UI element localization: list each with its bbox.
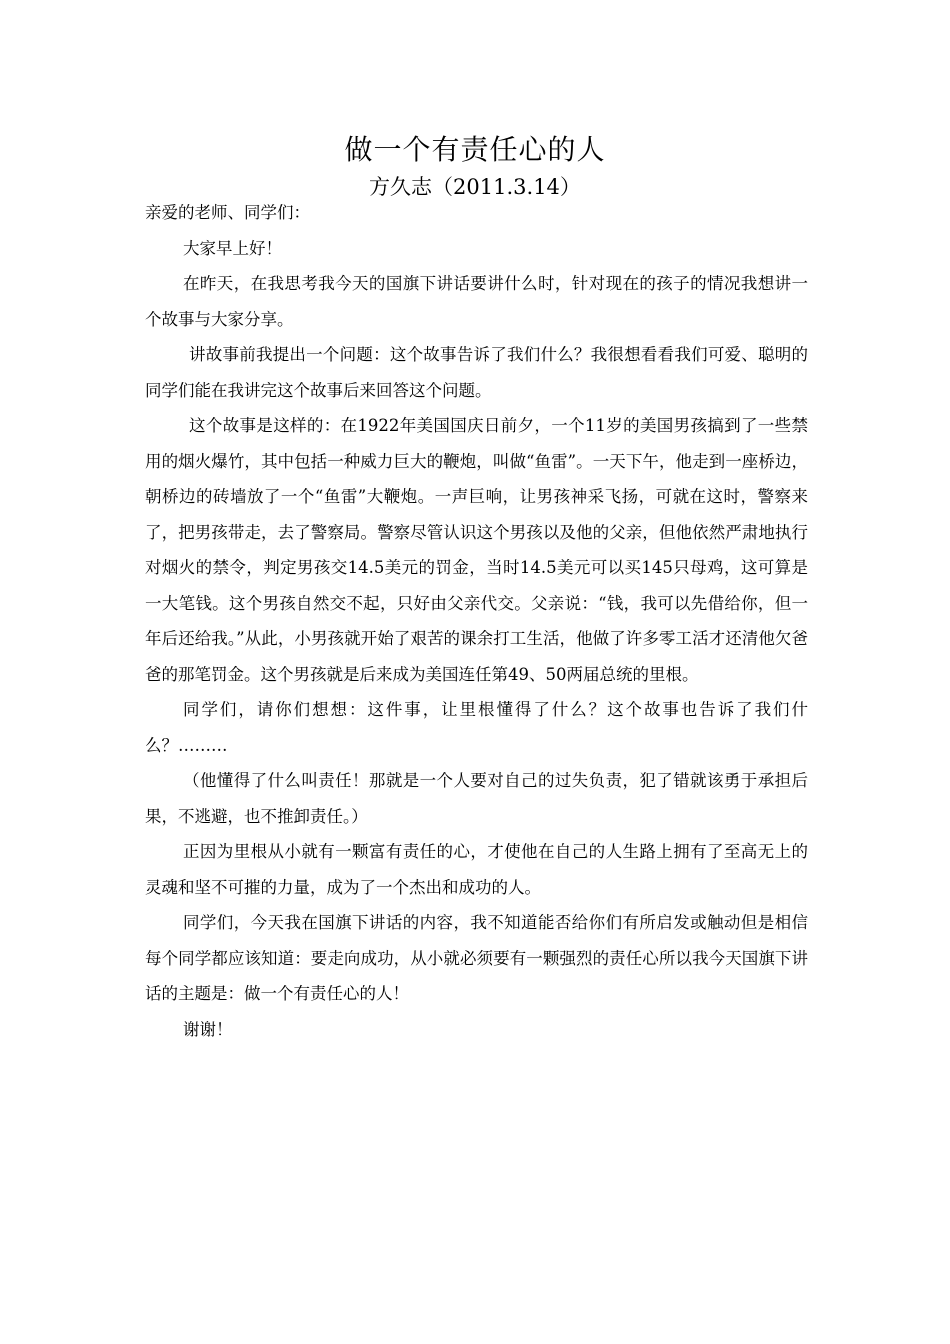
conclusion-paragraph: 正因为里根从小就有一颗富有责任的心，才使他在自己的人生路上拥有了至高无上的灵魂和坚不可摧的力量，成为了一个杰出和成功的人。 [145, 842, 808, 897]
reflection-question-paragraph: 同学们，请你们想想：这件事，让里根懂得了什么？这个故事也告诉了我们什么？……… [145, 700, 808, 755]
thanks-paragraph: 谢谢！ [183, 1019, 233, 1039]
speech-body [145, 195, 808, 1047]
question-paragraph: 讲故事前我提出一个问题：这个故事告诉了我们什么？我很想看看我们可爱、聪明的同学们能在我讲完这个故事后来回答这个问题。 [145, 345, 808, 400]
author-date-line: 方久志（2011.3.14） [369, 175, 581, 199]
answer-paragraph: （他懂得了什么叫责任！那就是一个人要对自己的过失负责，犯了错就该勇于承担后果，不逃避，也不推卸责任。） [145, 771, 808, 826]
greeting-paragraph: 大家早上好！ [183, 238, 282, 258]
intro-paragraph: 在昨天，在我思考我今天的国旗下讲话要讲什么时，针对现在的孩子的情况我想讲一个故事与大家分享。 [145, 274, 808, 329]
salutation-paragraph: 亲爱的老师、同学们： [145, 203, 310, 222]
document-title: 做一个有责任心的人 [344, 133, 606, 166]
story-paragraph: 这个故事是这样的：在1922年美国国庆日前夕，一个11岁的美国男孩搞到了一些禁用的烟火爆竹，其中包括一种威力巨大的鞭炮，叫做“鱼雷”。一天下午，他走到一座桥边，朝桥边的砖墙放了一个“鱼雷”大鞭炮。一声巨响，让男孩神采飞扬，可就在这时，警察来了，把男孩带走，去了警察局。警察尽管认识这个男孩以及他的父亲，但他依然严肃地执行对烟火的禁令，判定男孩交14.5美元的罚金，当时14.5美元可以买145只母鸡，这可算是一大笔钱。这个男孩自然交不起，只好由父亲代交。父亲说：“钱，我可以先借给你，但一年后还给我。”从此，小男孩就开始了艰苦的课余打工生活，他做了许多零工活才还清他欠爸爸的那笔罚金。这个男孩就是后来成为美国连任第49、50两届总统的里根。 [145, 416, 808, 684]
theme-paragraph: 同学们，今天我在国旗下讲话的内容，我不知道能否给你们有所启发或触动但是相信每个同学都应该知道：要走向成功，从小就必须要有一颗强烈的责任心所以我今天国旗下讲话的主题是：做一个有责任心的人！ [145, 913, 808, 1003]
